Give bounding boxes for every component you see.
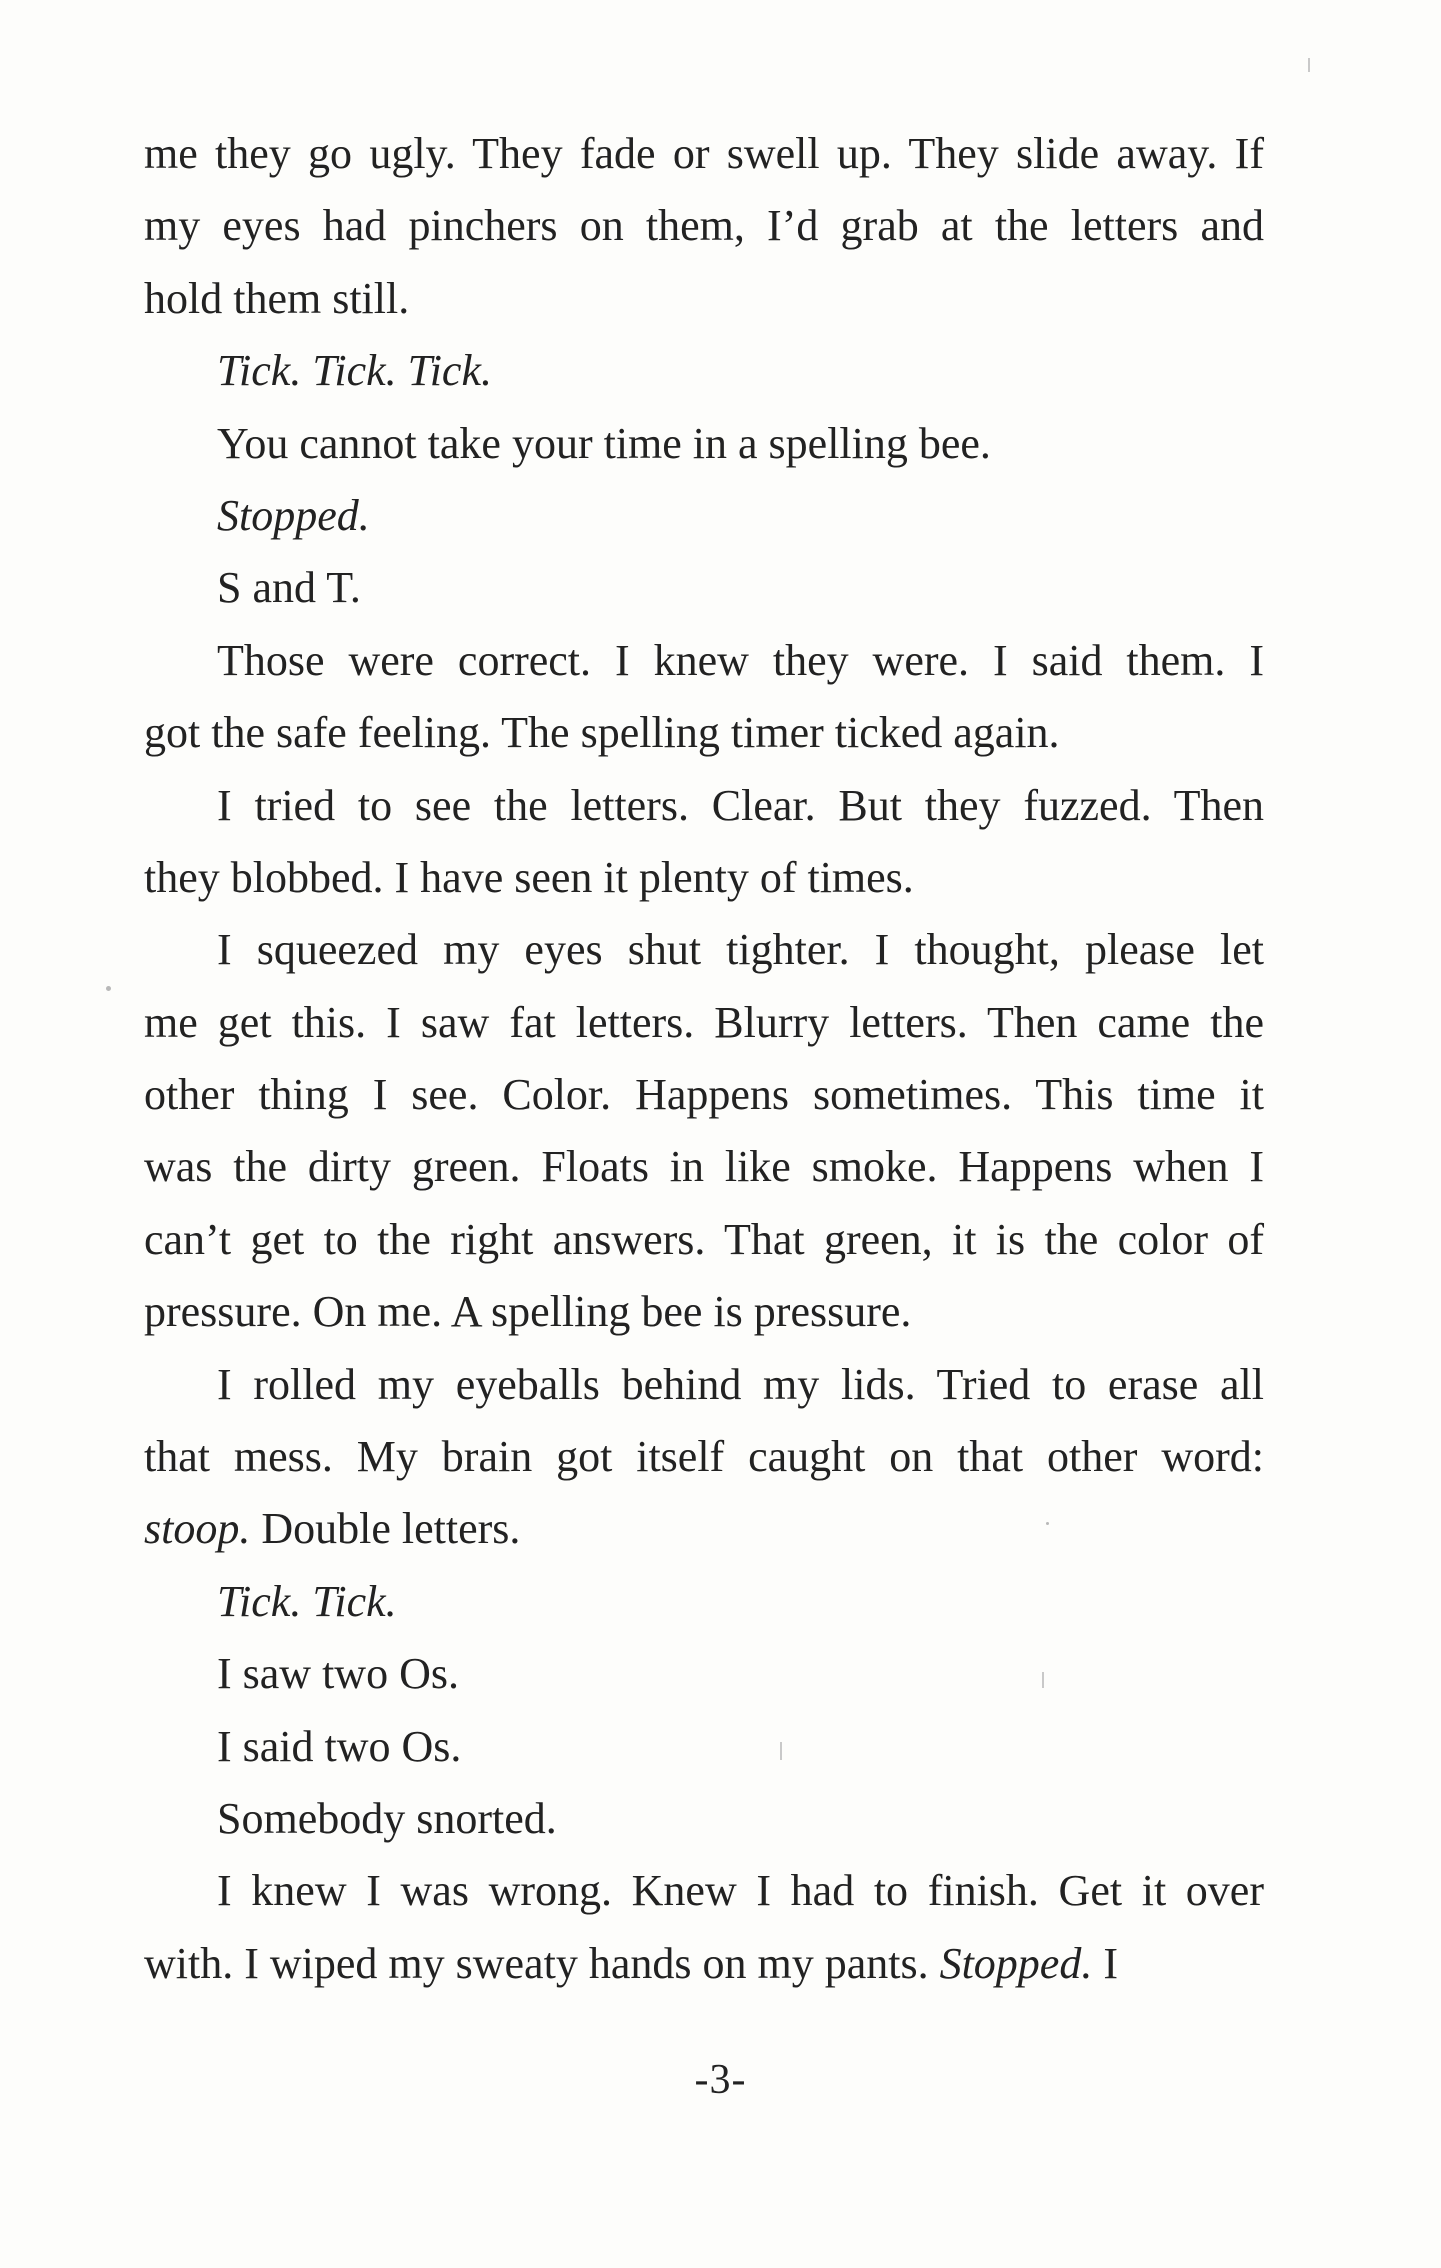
text-line: Somebody snorted. (217, 1793, 557, 1843)
text-line: that mess. My brain got itself caught on that other word: (144, 1432, 1264, 1482)
italic-text: Stopped. (217, 490, 370, 540)
scan-mark (780, 1742, 782, 1760)
text-line: I saw two Os. (217, 1649, 459, 1699)
text-line: Those were correct. I knew they were. I said them. I (217, 635, 1264, 685)
text-line-mixed (144, 1928, 1264, 2000)
text-line: I rolled my eyeballs behind my lids. Tried to erase all (217, 1359, 1264, 1409)
scan-speck (1046, 1522, 1049, 1525)
text-line-italic (144, 1566, 1264, 1638)
text-line: pressure. On me. A spelling bee is pressure. (144, 1287, 912, 1337)
text-line: my eyes had pinchers on them, I’d grab at the letters and (144, 201, 1264, 251)
page-number: -3- (694, 2057, 747, 2103)
text-line: me they go ugly. They fade or swell up. They slide away. If (144, 129, 1264, 178)
text-line: was the dirty green. Floats in like smoke. Happens when I (144, 1142, 1264, 1192)
scan-speck (106, 986, 111, 991)
scan-mark (1042, 1672, 1044, 1688)
text-line: I said two Os. (217, 1721, 462, 1771)
text-line: I tried to see the letters. Clear. But they fuzzed. Then (217, 780, 1264, 830)
text-run: I (1092, 1938, 1118, 1988)
text-line: can’t get to the right answers. That green, it is the color of (144, 1214, 1264, 1264)
text-line: they blobbed. I have seen it plenty of times. (144, 852, 914, 902)
italic-text: stoop. (144, 1504, 251, 1554)
text-line: other thing I see. Color. Happens sometimes. This time it (144, 1070, 1264, 1120)
text-line: I knew I was wrong. Knew I had to finish. Get it over (217, 1866, 1264, 1916)
text-line: me get this. I saw fat letters. Blurry letters. Then came the (144, 997, 1264, 1047)
text-run: Double letters. (250, 1504, 521, 1554)
text-line: I squeezed my eyes shut tighter. I thought, please let (217, 925, 1264, 975)
italic-text: Tick. Tick. (217, 1576, 397, 1626)
italic-text: Stopped. (939, 1938, 1093, 1988)
scan-mark (1308, 58, 1310, 72)
text-line: You cannot take your time in a spelling bee. (217, 418, 991, 468)
text-line: hold them still. (144, 273, 410, 323)
text-line-italic (144, 480, 1264, 552)
text-line: S and T. (217, 563, 361, 613)
text-line-italic (144, 335, 1264, 407)
text-line-mixed (144, 1493, 1264, 1565)
text-run: with. I wiped my sweaty hands on my pants. (144, 1938, 940, 1988)
italic-text: Tick. Tick. Tick. (217, 346, 492, 396)
page-text (144, 118, 1264, 2000)
text-line: got the safe feeling. The spelling timer ticked again. (144, 708, 1060, 758)
